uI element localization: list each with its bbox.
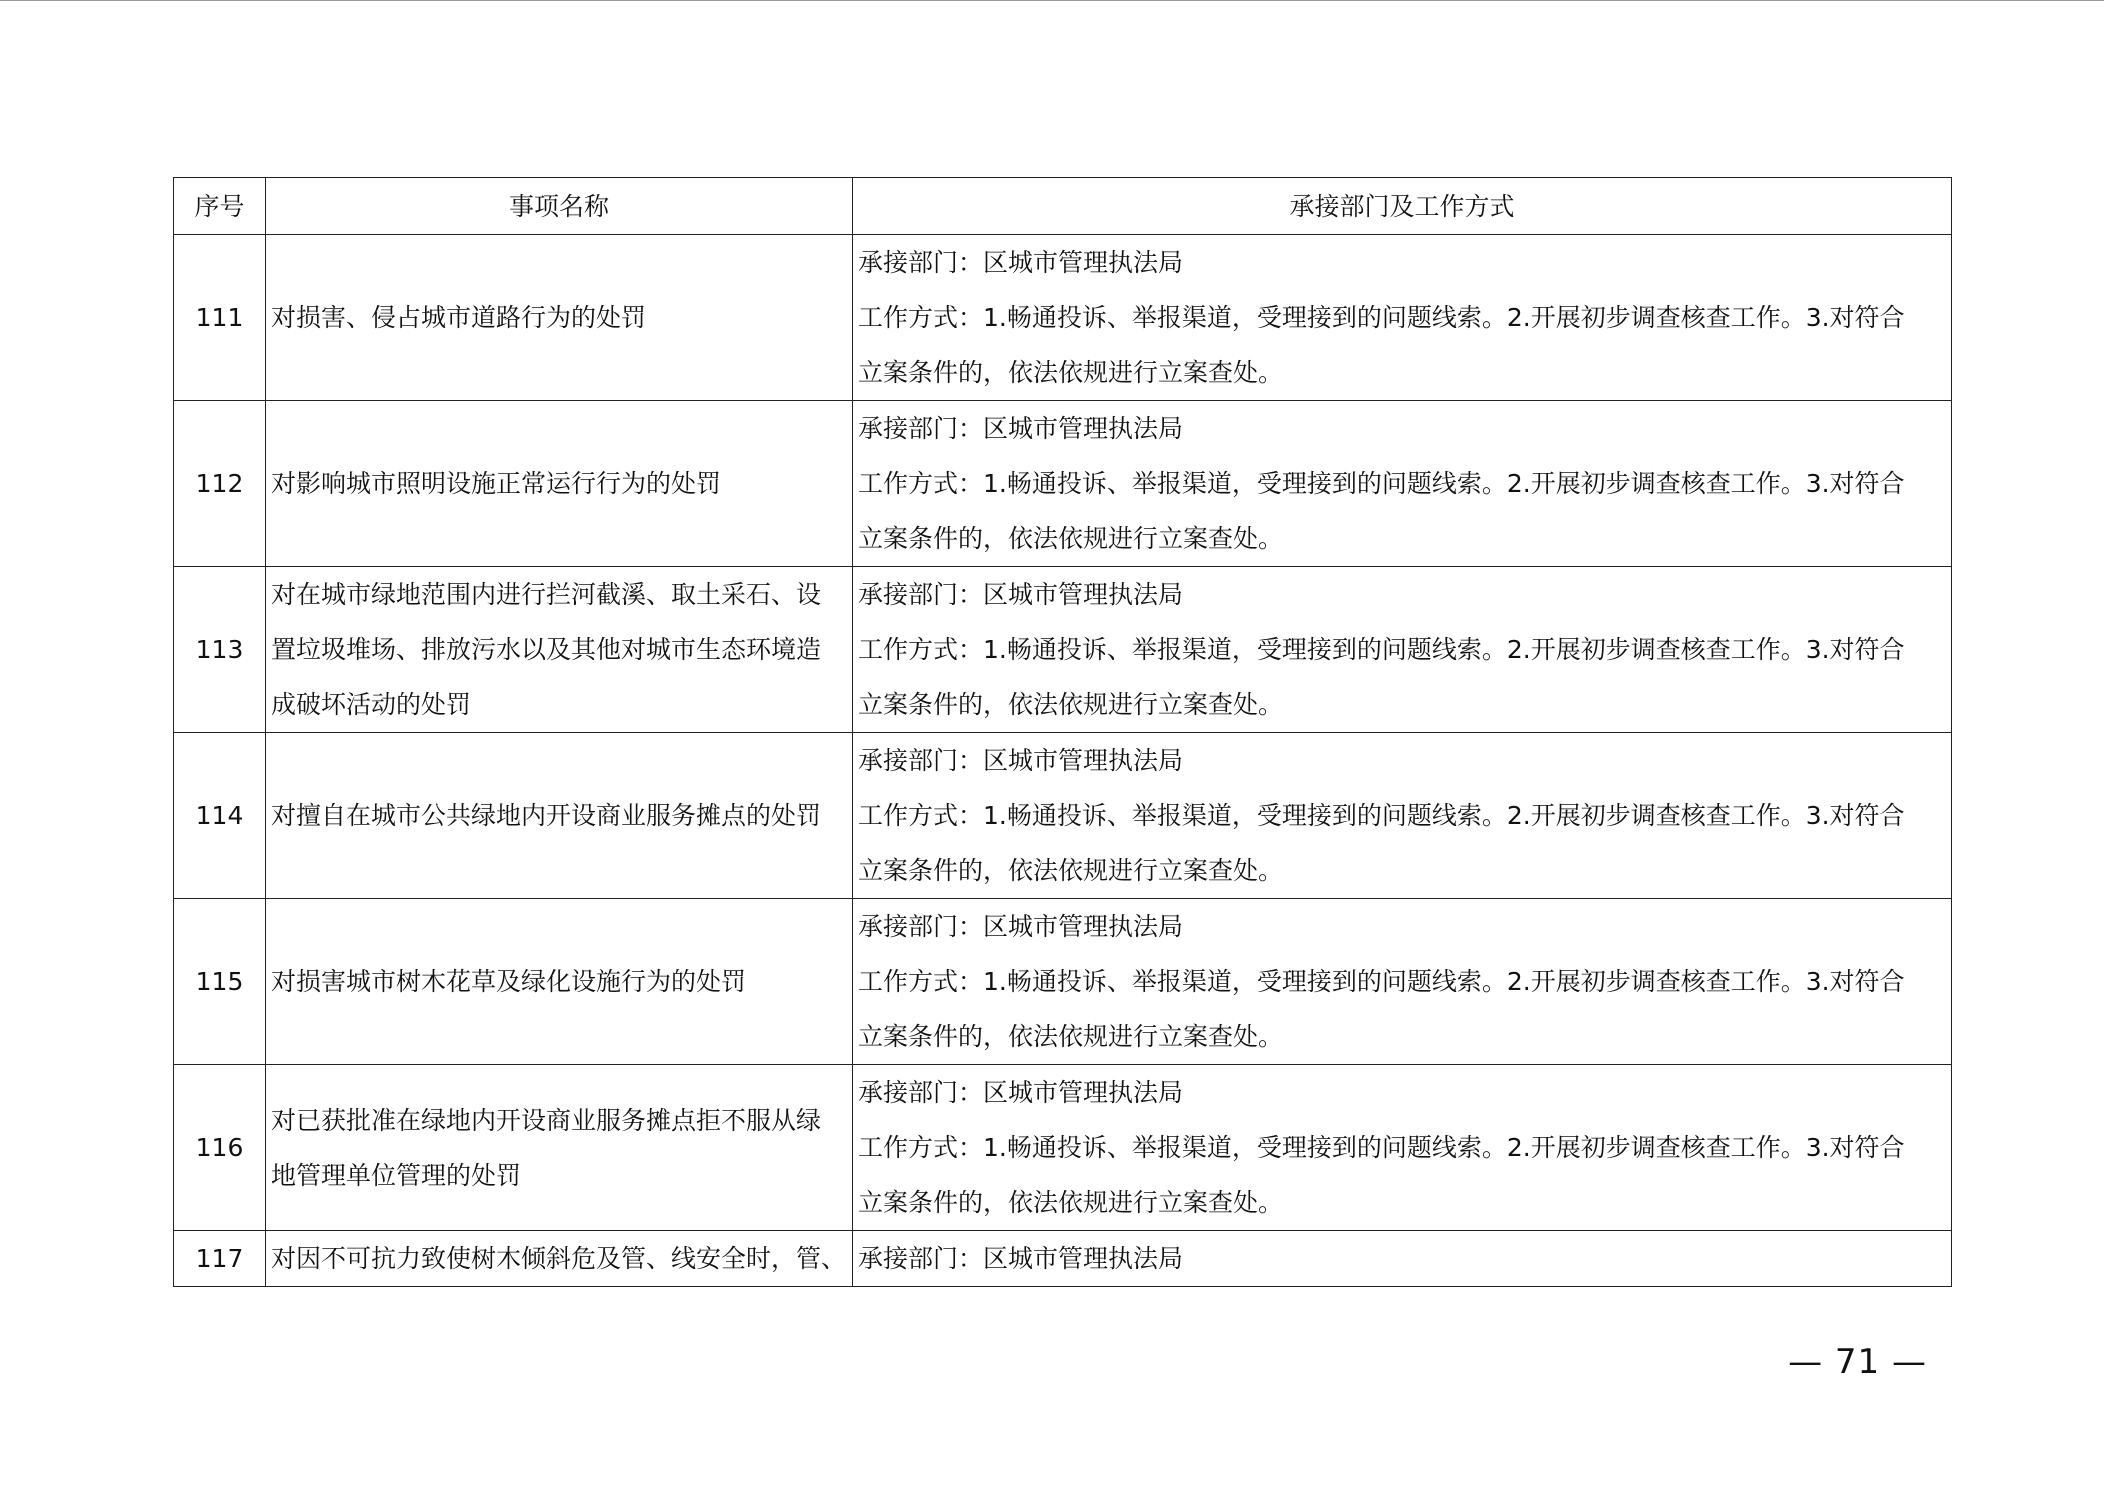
method-line-1: 工作方式：1.畅通投诉、举报渠道，受理接到的问题线索。2.开展初步调查核查工作。3.对符合	[858, 635, 1905, 664]
method-line-1: 工作方式：1.畅通投诉、举报渠道，受理接到的问题线索。2.开展初步调查核查工作。3.对符合	[858, 801, 1905, 830]
dept-and-method	[853, 567, 1952, 733]
row-number: 113	[174, 567, 266, 733]
matter-name-line: 对影响城市照明设施正常运行行为的处罚	[271, 469, 722, 498]
method-line-2: 立案条件的，依法依规进行立案查处。	[858, 856, 1284, 885]
matter-name-line: 对已获批准在绿地内开设商业服务摊点拒不服从绿	[271, 1105, 822, 1135]
header-name: 事项名称	[266, 178, 853, 235]
dept-and-method	[853, 899, 1952, 1065]
matter-name-line: 成破坏活动的处罚	[271, 690, 472, 719]
matter-name	[266, 567, 853, 733]
matter-name-line: 置垃圾堆场、排放污水以及其他对城市生态环境造	[271, 635, 822, 664]
dept-line: 承接部门：区城市管理执法局	[858, 580, 1184, 609]
row-number: 111	[174, 235, 266, 401]
matter-name-line: 对损害、侵占城市道路行为的处罚	[271, 303, 647, 332]
method-line-2: 立案条件的，依法依规进行立案查处。	[858, 358, 1284, 387]
method-line-2: 立案条件的，依法依规进行立案查处。	[858, 690, 1284, 719]
page-number: — 71 —	[1788, 1342, 1927, 1382]
dept-and-method	[853, 235, 1952, 401]
method-line-2: 立案条件的，依法依规进行立案查处。	[858, 524, 1284, 553]
table-row	[174, 235, 1952, 401]
row-number: 116	[174, 1065, 266, 1231]
table-row	[174, 1231, 1952, 1287]
dept-line: 承接部门：区城市管理执法局	[858, 746, 1184, 775]
table-header-row	[174, 178, 1952, 235]
matter-name-line: 对损害城市树木花草及绿化设施行为的处罚	[271, 967, 747, 996]
dept-and-method	[853, 401, 1952, 567]
dept-line: 承接部门：区城市管理执法局	[858, 248, 1184, 277]
method-line-1: 工作方式：1.畅通投诉、举报渠道，受理接到的问题线索。2.开展初步调查核查工作。3.对符合	[858, 469, 1905, 498]
table-row	[174, 899, 1952, 1065]
method-line-1: 工作方式：1.畅通投诉、举报渠道，受理接到的问题线索。2.开展初步调查核查工作。3.对符合	[858, 1133, 1905, 1162]
method-line-1: 工作方式：1.畅通投诉、举报渠道，受理接到的问题线索。2.开展初步调查核查工作。3.对符合	[858, 303, 1905, 332]
dept-line: 承接部门：区城市管理执法局	[858, 414, 1184, 443]
row-number: 112	[174, 401, 266, 567]
table-row	[174, 401, 1952, 567]
method-line-2: 立案条件的，依法依规进行立案查处。	[858, 1022, 1284, 1051]
row-number: 114	[174, 733, 266, 899]
table-row	[174, 1065, 1952, 1231]
method-line-1: 工作方式：1.畅通投诉、举报渠道，受理接到的问题线索。2.开展初步调查核查工作。3.对符合	[858, 967, 1905, 996]
matter-name	[266, 1065, 853, 1231]
dept-and-method	[853, 1231, 1952, 1287]
matter-name	[266, 235, 853, 401]
dept-line: 承接部门：区城市管理执法局	[858, 1244, 1184, 1273]
method-line-2: 立案条件的，依法依规进行立案查处。	[858, 1188, 1284, 1217]
row-number: 115	[174, 899, 266, 1065]
dept-and-method	[853, 733, 1952, 899]
header-no: 序号	[174, 178, 266, 235]
dept-and-method	[853, 1065, 1952, 1231]
page-top-border	[0, 0, 2104, 1]
matters-table	[173, 177, 1952, 1287]
dept-line: 承接部门：区城市管理执法局	[858, 912, 1184, 941]
row-number: 117	[174, 1231, 266, 1287]
table-row	[174, 733, 1952, 899]
matter-name-line: 对擅自在城市公共绿地内开设商业服务摊点的处罚	[271, 801, 822, 830]
matter-name	[266, 899, 853, 1065]
matter-name-line: 对因不可抗力致使树木倾斜危及管、线安全时，管、	[271, 1244, 847, 1273]
table-row	[174, 567, 1952, 733]
header-dept: 承接部门及工作方式	[853, 178, 1952, 235]
matter-name-line: 地管理单位管理的处罚	[271, 1160, 522, 1190]
matter-name	[266, 401, 853, 567]
dept-line: 承接部门：区城市管理执法局	[858, 1078, 1184, 1107]
matter-name-line: 对在城市绿地范围内进行拦河截溪、取土采石、设	[271, 580, 822, 609]
matter-name	[266, 1231, 853, 1287]
matter-name	[266, 733, 853, 899]
